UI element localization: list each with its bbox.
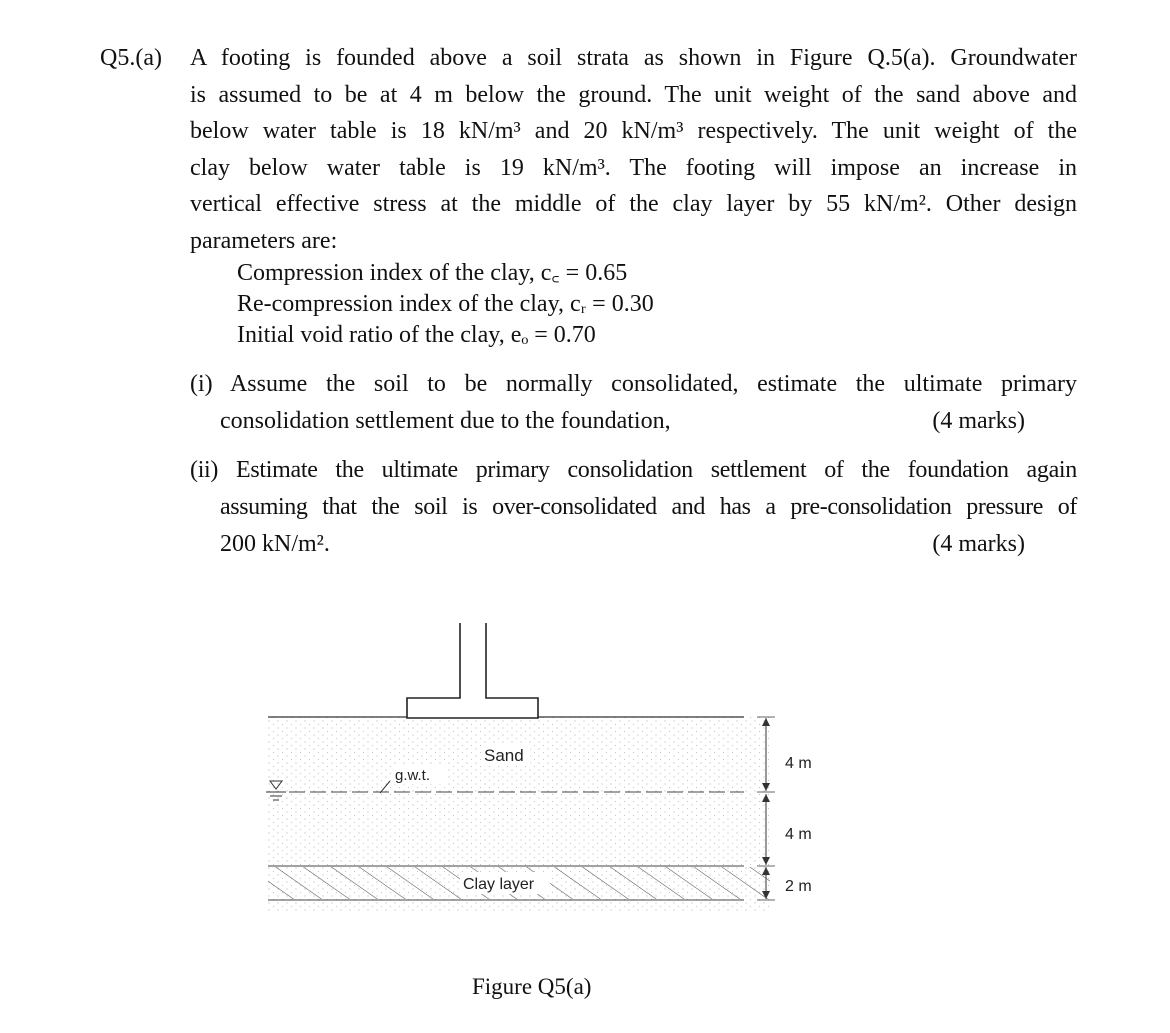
dimension-label-saturated-sand: 4 m (785, 826, 812, 843)
part-ii (190, 452, 1077, 563)
soil-profile-figure (250, 615, 830, 925)
parameter-cr: Re-compression index of the clay, cᵣ = 0.30 (237, 291, 654, 317)
question-text (190, 40, 1077, 259)
design-parameters (237, 258, 654, 351)
question-line: parameters are: (190, 227, 338, 254)
part-ii-line: assuming that the soil is over-consolidated and has a pre-consolidation pressure of (220, 494, 1077, 520)
question-line: is assumed to be at 4 m below the ground. The unit weight of the sand above and (190, 81, 1077, 108)
clay-label: Clay layer (463, 876, 535, 893)
question-line: below water table is 18 kN/m³ and 20 kN/m³ respectively. The unit weight of the (190, 118, 1077, 144)
part-ii-marks: (4 marks) (932, 531, 1025, 557)
sand-label: Sand (484, 746, 524, 765)
part-ii-line: (ii) Estimate the ultimate primary consolidation settlement of the foundation again (190, 457, 1077, 483)
parameter-cc: Compression index of the clay, c꜀ = 0.65 (237, 260, 628, 286)
part-i-marks: (4 marks) (932, 408, 1025, 434)
part-i-line: consolidation settlement due to the foundation, (220, 408, 671, 434)
part-ii-line: 200 kN/m². (220, 531, 330, 557)
part-i-line: (i) Assume the soil to be normally consolidated, estimate the ultimate primary (190, 371, 1077, 397)
dimension-label-sand: 4 m (785, 755, 812, 772)
footing (407, 623, 538, 718)
question-line: clay below water table is 19 kN/m³. The footing will impose an increase in (190, 154, 1077, 181)
question-line: A footing is founded above a soil strata as shown in Figure Q.5(a). Groundwater (190, 45, 1077, 71)
question-line: vertical effective stress at the middle of the clay layer by 55 kN/m². Other design (190, 191, 1077, 217)
figure-caption: Figure Q5(a) (472, 974, 592, 999)
gwt-label: g.w.t. (395, 767, 431, 784)
part-i (190, 366, 1077, 440)
dimension-label-clay: 2 m (785, 878, 812, 895)
parameter-e0: Initial void ratio of the clay, eₒ = 0.70 (237, 322, 596, 348)
question-label: Q5.(a) (100, 45, 162, 71)
